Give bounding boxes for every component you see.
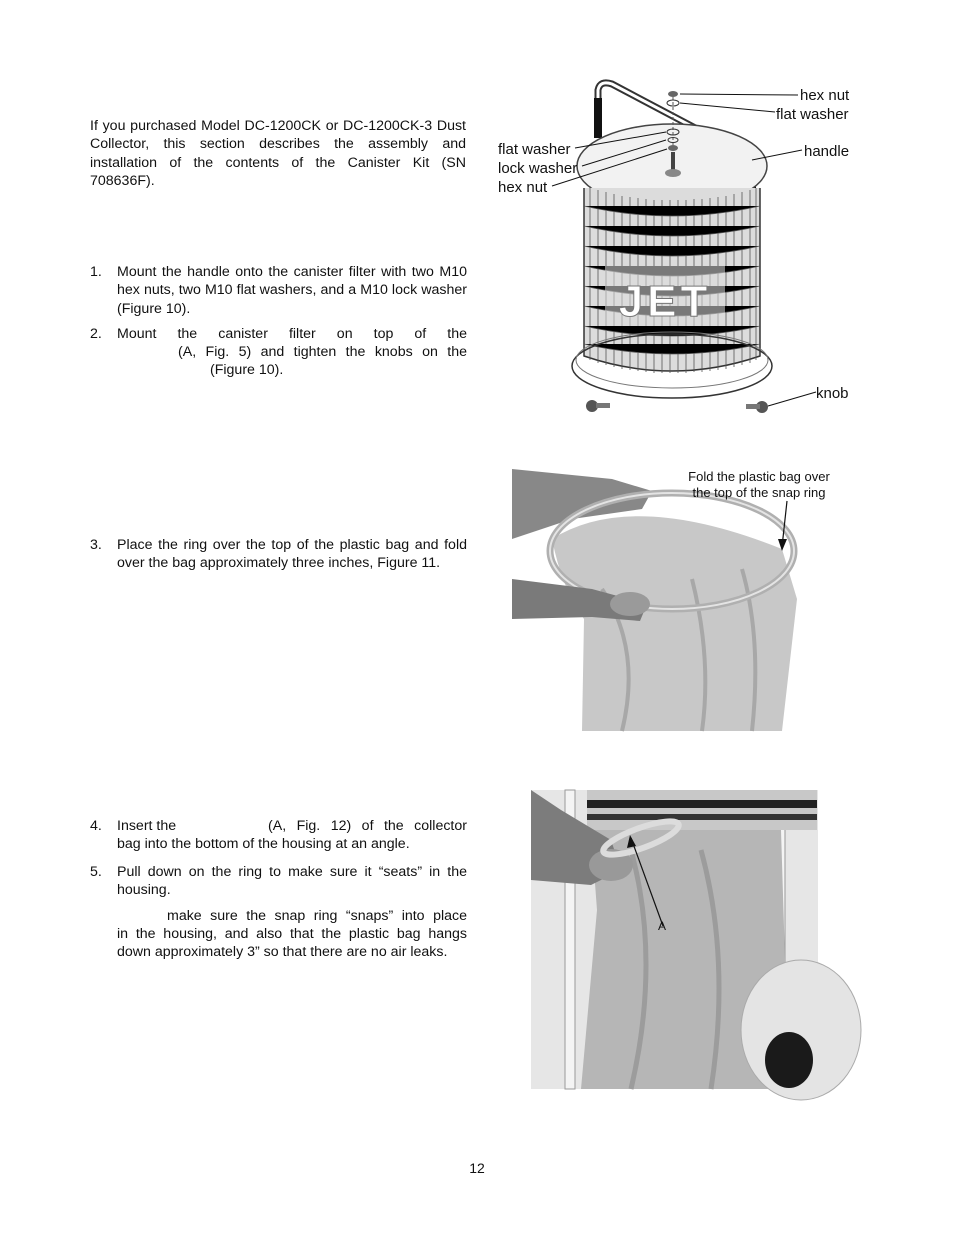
figure-12-photo	[531, 790, 818, 1089]
step-number: 3.	[90, 537, 102, 553]
figure-10-canister-diagram	[490, 76, 870, 426]
jet-logo: JET	[618, 277, 712, 326]
step-text-line3: (Figure 10).	[210, 362, 284, 378]
label-lock-washer: lock washer	[498, 160, 578, 177]
housing	[587, 790, 817, 830]
step-1	[90, 263, 468, 318]
figure-11-photo	[512, 469, 830, 731]
note-rest: in the housing, and also that the plastic bag hangs down approximately 3” so that there are no air leaks.	[117, 926, 467, 961]
knob-right	[746, 401, 768, 413]
label-hex-nut: hex nut	[498, 179, 548, 196]
note-line1: make sure the snap ring “snaps” into place	[167, 908, 467, 924]
callout-line2: the top of the snap ring	[692, 485, 826, 500]
label-knob: knob	[816, 385, 849, 402]
step-3	[90, 536, 468, 591]
knob-left	[586, 400, 610, 412]
step-text: Place the ring over the top of the plastic bag and fold over the bag approximately three inches, Figure 11.	[117, 537, 467, 572]
step-5	[90, 863, 468, 900]
step-2	[90, 325, 468, 380]
step-text-line1a: Insert the	[117, 818, 177, 834]
label-flat-washer-top: flat washer	[776, 106, 849, 123]
step-number: 2.	[90, 326, 102, 342]
step-4	[90, 817, 468, 854]
callout-line1: Fold the plastic bag over	[688, 469, 830, 484]
blower-port	[765, 1032, 813, 1088]
label-flat-washer: flat washer	[498, 141, 571, 158]
note	[90, 907, 468, 981]
step-number: 5.	[90, 864, 102, 880]
step-text-line1b: (A, Fig. 12) of the collector	[268, 818, 467, 834]
step-text-line2: (A, Fig. 5) and tighten the knobs on the	[178, 344, 467, 360]
label-handle: handle	[804, 143, 850, 160]
label-hex-nut-top: hex nut	[800, 87, 850, 104]
plastic-bag	[552, 516, 797, 731]
step-text: Pull down on the ring to make sure it “seats” in the housing.	[117, 864, 467, 899]
callout-a: A	[657, 919, 667, 933]
intro-paragraph: If you purchased Model DC-1200CK or DC-1200CK-3 Dust Collector, this section describes the assembly and installation of the contents of the Canister Kit (SN 708636F).	[90, 118, 466, 189]
hand	[610, 592, 650, 616]
step-text-line2: bag into the bottom of the housing at an angle.	[117, 836, 410, 852]
step-text-line1: Mount the canister filter on top of the	[117, 326, 467, 342]
step-text: Mount the handle onto the canister filter with two M10 hex nuts, two M10 flat washers, and a M10 lock washer (Figure 10).	[117, 264, 467, 317]
page-number: 12	[469, 1160, 485, 1176]
step-number: 4.	[90, 818, 102, 834]
step-number: 1.	[90, 264, 102, 280]
hex-nut-top-part	[668, 91, 678, 97]
handle-grip-left	[594, 98, 602, 138]
